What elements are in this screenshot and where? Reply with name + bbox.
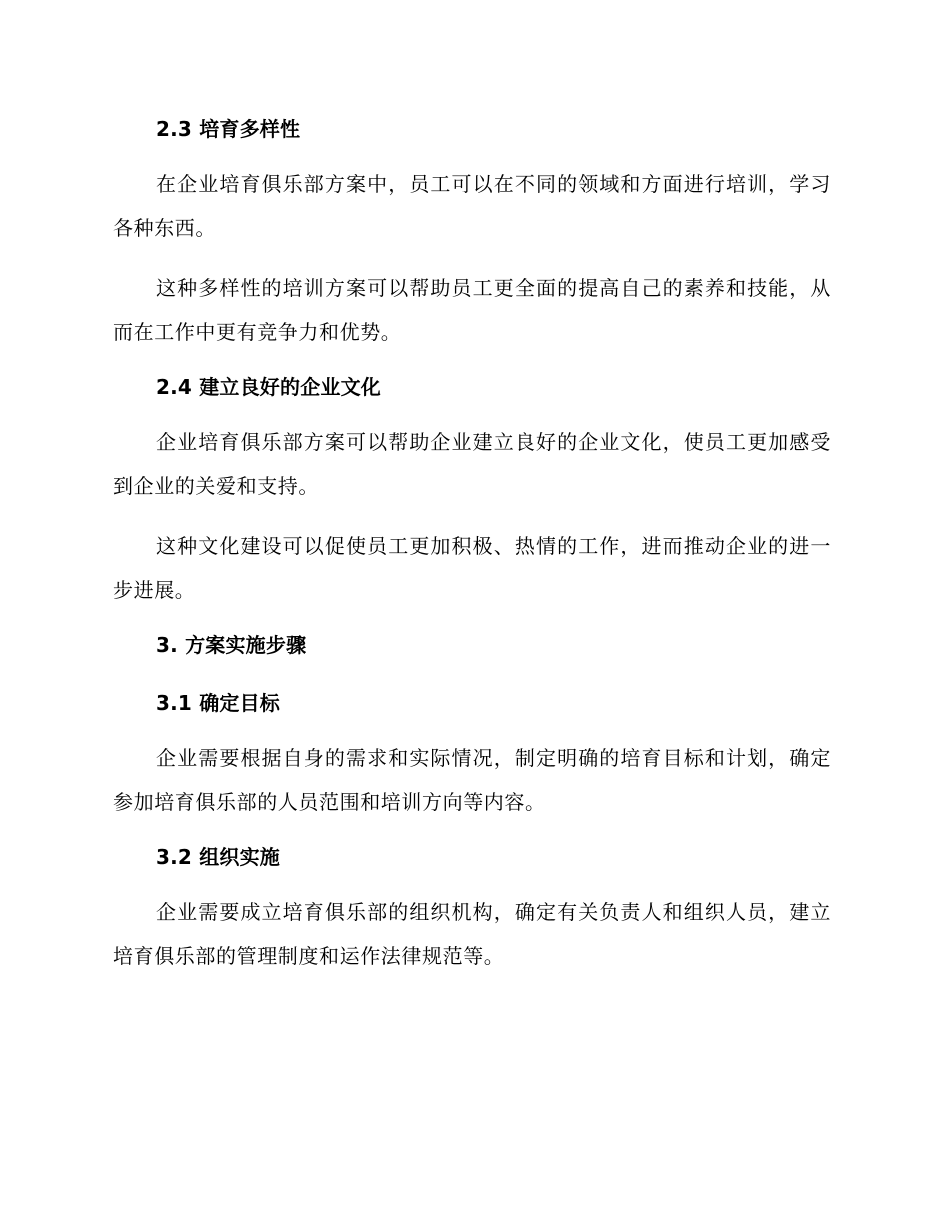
section-heading-2-3: 2.3 培育多样性 [156,117,301,141]
section-heading-2-4: 2.4 建立良好的企业文化 [156,375,381,399]
paragraph: 这种文化建设可以促使员工更加积极、热情的工作，进而推动企业的进一步进展。 [113,534,831,602]
section-heading-3-2: 3.2 组织实施 [156,845,280,869]
section-heading-3-1: 3.1 确定目标 [156,691,280,715]
paragraph: 企业培育俱乐部方案可以帮助企业建立良好的企业文化，使员工更加感受到企业的关爱和支持。 [113,430,831,498]
paragraph: 企业需要成立培育俱乐部的组织机构，确定有关负责人和组织人员，建立培育俱乐部的管理制度和运作法律规范等。 [113,900,831,968]
paragraph: 这种多样性的培训方案可以帮助员工更全面的提高自己的素养和技能，从而在工作中更有竞争力和优势。 [113,276,831,344]
document-body [113,112,831,978]
paragraph: 企业需要根据自身的需求和实际情况，制定明确的培育目标和计划，确定参加培育俱乐部的人员范围和培训方向等内容。 [113,746,831,814]
paragraph: 在企业培育俱乐部方案中，员工可以在不同的领域和方面进行培训，学习各种东西。 [113,172,831,240]
section-heading-3: 3. 方案实施步骤 [156,633,307,657]
